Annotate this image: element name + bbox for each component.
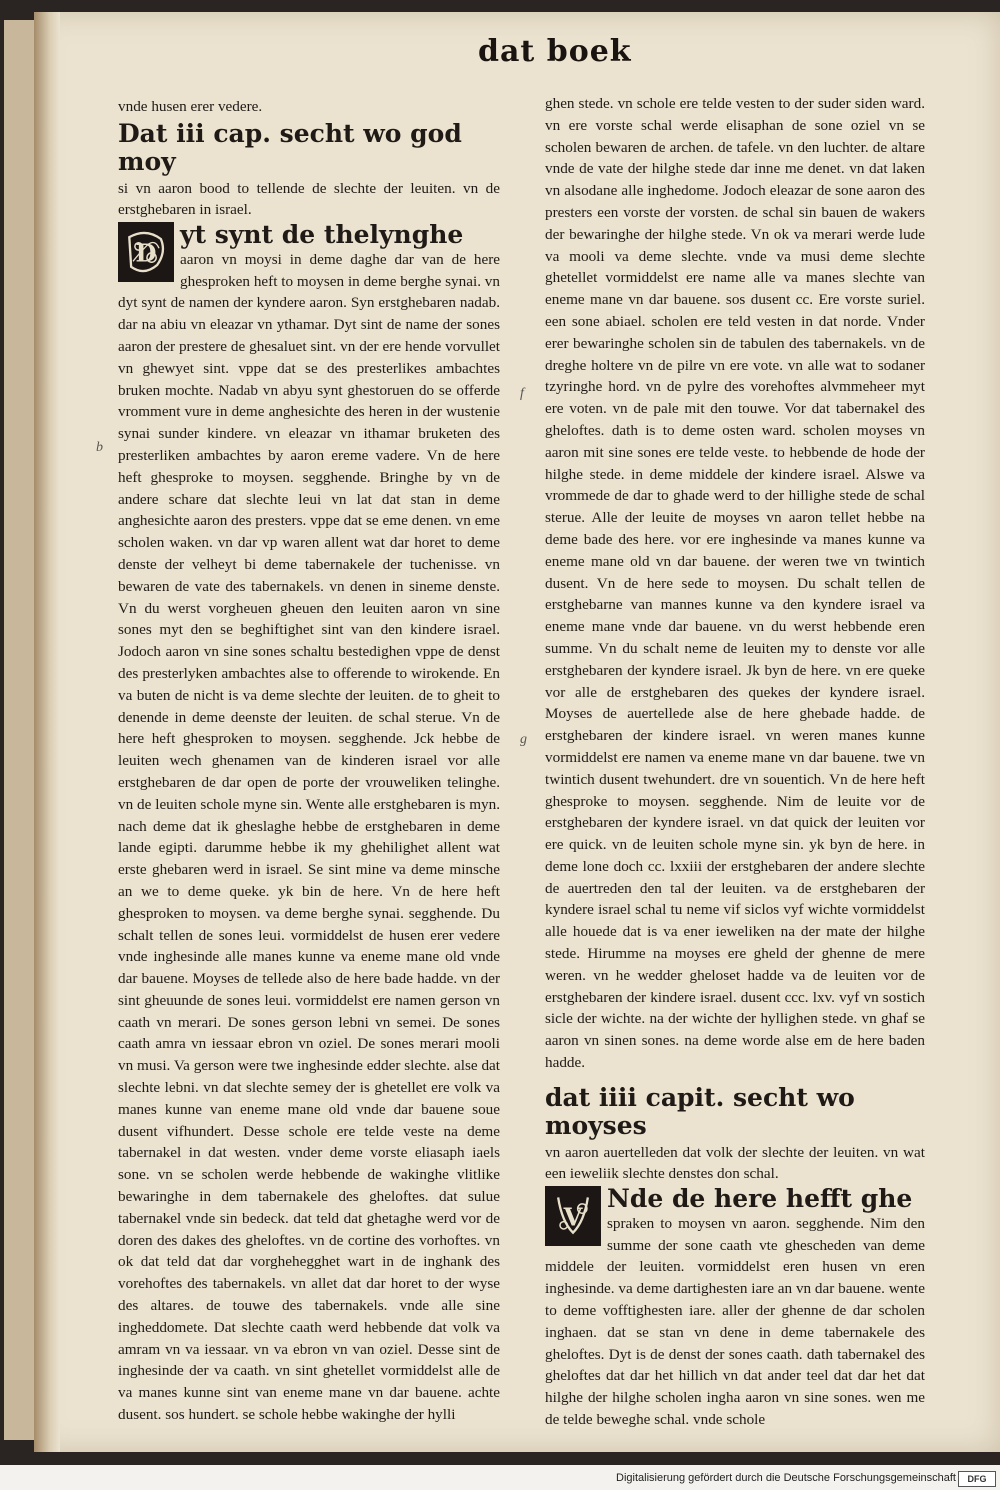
dfg-logo: DFG [958, 1471, 996, 1487]
chapter-summary: si vn aaron bood to tellende de slechte der leuiten. vn de erstghebaren in israel. [118, 179, 500, 218]
chapter-heading: Dat iii cap. secht wo god moy [118, 118, 462, 176]
initial-glyph: V [563, 1202, 583, 1232]
footer-bar [0, 1465, 1000, 1490]
chapter-summary: vn aaron auertelleden dat volk der slechte der leuiten. vn wat een ieweliik slechte denstes don schal. [545, 1143, 925, 1182]
body-text: ghen stede. vn schole ere telde vesten to der suder siden ward. vn ere vorste schal werde elisaphan de sone oziel vn se scholen bewaren de archen. de tafele. vn den luchter. de altare vnde de vate der hilghe stede dar inne me denet. vn dat laken vn alsodane alle inghedome. Jodoch eleazar de sone aaron des presters een vorste der vorsten. de schal sin bauen de wakers der bewaringhe der hilghe stede. Vn ok va merari werde lude va mooli va deme slechte. vnde va musi deme slechte ghetellet vormiddelst ere name alle va manes slechte van eneme mane vn dar bauene. sos dusent cc. Ere vorste suriel. een sone abiael. scholen ere teld vesten in dat norde. Vnder erer bewaringhe scholen sin de tabulen des tabernakels. vn de dreghe holtere vn de pilre vn ere vote. vn alle wat to sodaner tzyringhe hord. vn de pylre des vorehoftes alvmmeheer myt ere voten. vn de pale mit den touwe. Vor dat tabernakel des gheloftes. dath is to deme osten ward. scholen moyses vn aaron mit sine sones ere telde veste. to hebbende de hode der hilghe stede. in deme middele der kindere israel. Alswe va vrommede de dar to ghade werd to der hillighe stede de schal sterue. Alle der leuite de moyses vn aaron tellet hebbe na deme bade des here. vor ere inghesinde va manes kunne va eneme mane old vn dar bauene. der weren twe vn twintich dusent. Vn de here sede to moysen. Du schalt tellen de erstghebarne van mannes kunne va den kyndere israel va eneme mane vnde dar bauene. vn du werst hebbende eren summe. Vn du schalt neme de leuiten my to denste vor alle erstghebaren der kyndere israel. Jk byn de here. vn ere queke vor alle de erstghebaren des quekes der kyndere israel. Moyses de auertellede alse de here ghebade hadde. de erstghebaren der kindere israel. vn weren manes kunne vormiddelst ere namen va eneme mane vn dar bauene. twe vn twintich dusent twehundert. dre vn souentich. Vn de here heft ghesproke to moysen. segghende. Nim de leuite vor de erstghebaren der kyndere israel. vn dat quick der leuiten vor ere quick. vn de leuiten schole myne sin. yk byn de here. in deme lone doch cc. lxxiii der erstghebaren der andere slechte de auertreden den tal der leuiten. va de erstghebaren der kyndere israel schal tu neme vif siclos vyf wichte vormiddelst alle houede dat is va ener ieweliken na der mate der hilghe stede. Hirumme na moyses ere gheld der ghenne de mere weren. vn he wedder gheloset hadde va de leuiten vor de erstghebaren der kindere israel. dusent ccc. lxv. vyf vn sostich sicle der wichte. na der wichte der hyllighen stede. vn ghaf se aaron vn sinen sones. na deme worde alse em de here baden hadde. [545, 95, 925, 1072]
right-column [545, 93, 925, 1431]
running-head: dat boek [478, 34, 632, 69]
margin-note: b [96, 440, 103, 455]
page-gutter [34, 12, 60, 1452]
decorated-initial-icon [545, 1186, 601, 1246]
initial-glyph: D [135, 238, 157, 268]
chapter-heading: dat iiii capit. secht wo moyses [545, 1082, 855, 1140]
decorated-initial-icon [118, 222, 174, 282]
section-opening: yt synt de thelynghe [180, 219, 464, 249]
margin-note: g [520, 732, 527, 747]
section-opening: Nde de here hefft ghe [607, 1183, 913, 1213]
body-text: aaron vn moysi in deme daghe dar van de here ghesproken heft to moysen in deme berghe synai. vn dyt synt de namen der kyndere aaron. Syn erstghebaren nadab. dar na abiu vn eleazar vn ythamar. Dyt sint de name der sones aaron der prestere de ghesaluet sint. vn der ere hende vorvullet vn ghewyet sint. vppe dat se des presterlikes ambachtes bruken mochte. Nadab vn abyu synt ghestoruen do se offerde vromment vure in deme anghesichte des heren in der wustenie synai sunder kindere. vn eleazar vn ithamar bruketen des presterliken ambachtes by aaron ereme vadere. Vn de here heft ghesproke to moysen. segghende. Bringhe by vn de andere schare dat slechte leui vn lat dat stan in deme anghesichte aaron des presters. vppe dat se eme denen. vn eme scholen waken. vn dar vp waren allent wat dar horet to deme denste der velheyt bi deme tabernakele der tuchenisse. vn bewaren de vate des tabernakels. vn denen in sineme denste. Vn du werst vorgheuen gheuen den leuiten aaron vn sine sones myt den se beghiftighet sint van den kindere israel. Jodoch aaron vn sine sones schaltu bestedighen vppe de denst des presterlyken ambachtes alse to offerende to wirokende. En va buten de nicht is va deme slechte der leuiten. de to gheit to denende in deme deenste der leuiten. de schal sterue. Vn de here heft ghesproken to moysen. segghende. Jck hebbe de leuiten wech ghenamen van de kinderen israel vor alle erstghebaren de dar open de porte der vrouweliken telinghe. vn de leuiten schole myne sin. Wente alle erstghebaren is myn. nach deme dat ik gheslaghe hebbe de erstghebaren in deme lande egipti. darumme hebbe ik my ghehilighet allent wat erste ghebaren werd in israel. Se sint mine va deme minsche an we to deme queke. yk bin de here. Vn de here heft ghesproken to moysen. va deme berghe synai. segghende. Du schalt tellen de sones leui. vormiddelst de husen erer vedere vnde inghesinde alle manes kunne va eneme mane old vnde dar bauene. Moyses de tellede also de here bade hadde. vn der sint gheuunde de sones leui. vormiddelst ere namen gerson vn caath vn merari. De sones gerson lebni vn semei. De sones caath amra vn iessaar ebron vn oziel. De sones merari mooli vn musi. Va gerson were twe inghesinde edder slechte. alse dat slechte lebni. vn dat slechte semey der is ghetellet ere volk va manes kunne van eneme mane old vnde dar bauene soue dusent vifhundert. Desse schole ere telde veste na deme tabernakel in dat westen. vnder deme vorste eliasaph iaels sone. vn se scholen werde hebbende de wakinghe vlitlike bewaringhe in dem tabernakele des gheloftes. dat sulue tabernakel vnde sin bedeck. dat teld dat ghetaghe werd vor de doren des dakes des gheloftes. vn de cortine des vorhoftes. vn ok dat teld dat dar vorghehegghet wart in de inghank des vorehoftes des tabernakels. vn allet dat dar horet to der wyse des altares. de touwe des tabernakels. vnde alle sine ingheddomete. Dat slechte caath werd hebbende dat volk va amram vn va iessaar. vn va ebron vn van oziel. Desse sint de inghesinde der va caath. vn sint ghetellet vormiddelst alle de va manes kunne sint van eneme mane vn dar bauene. achte dusent. sos hundert. se schole hebbe wakinghe der hylli [118, 250, 500, 1424]
page-edge [4, 20, 34, 1440]
left-column [118, 96, 500, 1426]
footer-credit: Digitalisierung gefördert durch die Deutsche Forschungsgemeinschaft [616, 1472, 956, 1484]
body-text: spraken to moysen vn aaron. segghende. Nim den summe der sone caath vte ghescheden van deme middele der leuiten. vormiddelst eren husen vn eren inghesinde. va deme dartighesten iare an vn dar bauene. wente to deme vofftighesten iare. aller der ghenne de dar scholen inghaen. dat se stan vn dene in deme tabernakele des gheloftes. Dyt is de denst der sones caath. dath tabernakel des gheloftes dat dar het hillich vn dat ander teel dat dar het dat hilghe der hilghe scholen ingha aaron vn sine sones. wen me de telde beweghe schal. vnde schole [545, 1214, 925, 1429]
margin-note: f [520, 386, 524, 401]
lead-line: vnde husen erer vedere. [118, 98, 263, 115]
